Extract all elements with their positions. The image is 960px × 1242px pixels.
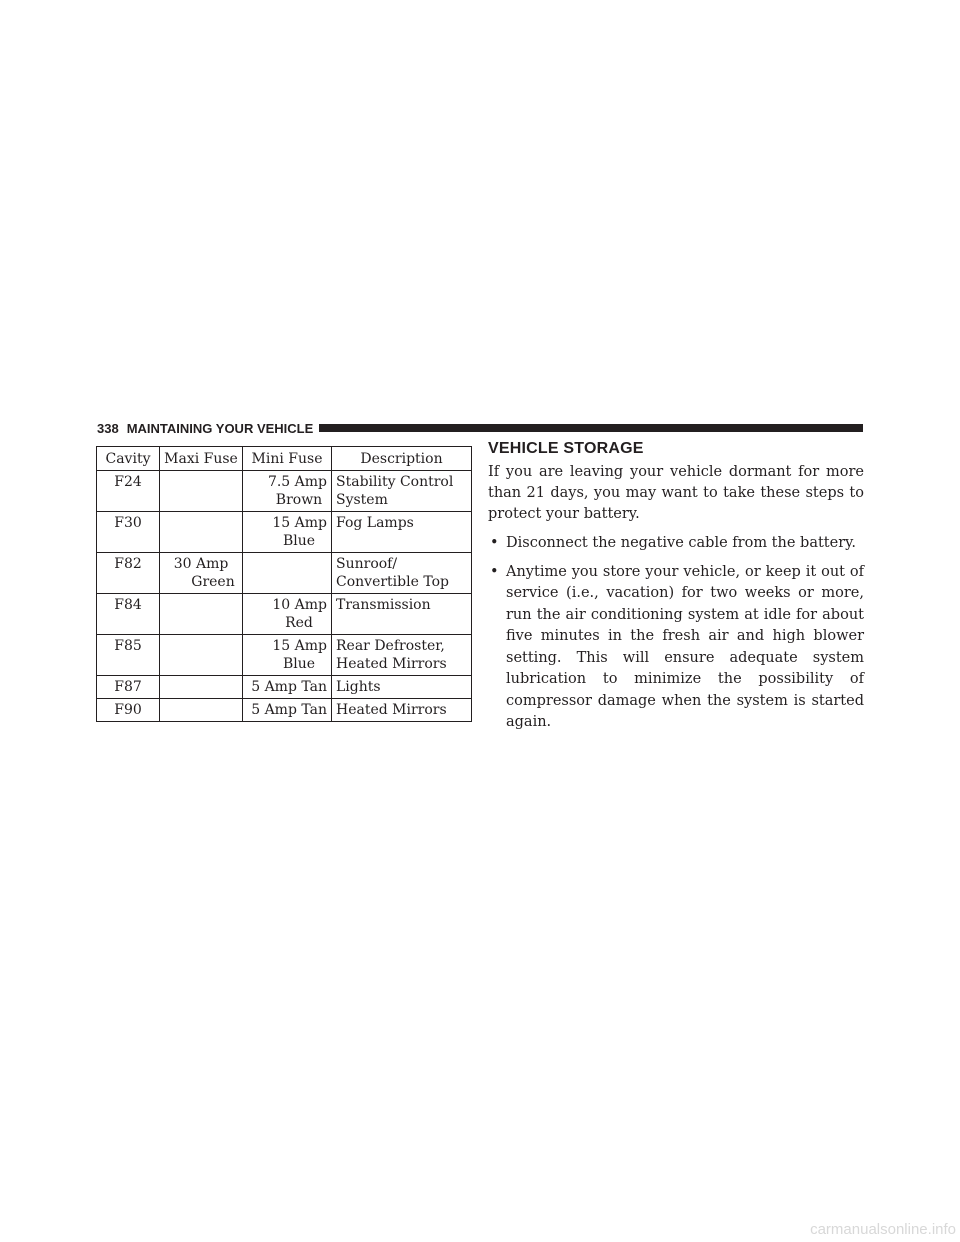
table-row <box>97 635 472 676</box>
description-cell <box>332 553 472 594</box>
cavity-cell: F85 <box>97 635 160 676</box>
description-cell <box>332 594 472 635</box>
maxi-fuse-cell <box>160 699 243 722</box>
description-cell <box>332 699 472 722</box>
table-row <box>97 676 472 699</box>
mini-fuse-cell-line: Blue <box>282 656 316 672</box>
bullet-icon: • <box>490 563 499 580</box>
maxi-fuse-cell <box>160 471 243 512</box>
table-header-row <box>97 447 472 471</box>
fuse-table-body <box>97 471 472 722</box>
description-cell <box>332 635 472 676</box>
cavity-cell: F30 <box>97 512 160 553</box>
page-header <box>97 417 863 439</box>
mini-fuse-cell-line: 15 Amp <box>272 638 327 654</box>
mini-fuse-cell-line: Blue <box>282 533 316 549</box>
header-rule <box>319 424 863 432</box>
mini-fuse-cell <box>243 635 332 676</box>
description-cell <box>332 676 472 699</box>
description-cell-line: Lights <box>336 679 381 695</box>
mini-fuse-cell-line: 5 Amp Tan <box>251 679 327 695</box>
storage-steps-list <box>488 533 864 734</box>
table-row <box>97 512 472 553</box>
description-cell-line: Convertible Top <box>336 574 449 590</box>
mini-fuse-cell-line: 10 Amp <box>272 597 327 613</box>
column-header-cavity: Cavity <box>97 447 160 471</box>
mini-fuse-cell <box>243 594 332 635</box>
list-item <box>488 562 864 734</box>
mini-fuse-cell-line: Brown <box>275 492 323 508</box>
mini-fuse-cell <box>243 553 332 594</box>
maxi-fuse-cell-line: Green <box>191 574 235 590</box>
description-cell-line: Rear Defroster, <box>336 638 445 654</box>
list-item-text: Disconnect the negative cable from the battery. <box>506 535 857 551</box>
column-header-mini-fuse: Mini Fuse <box>243 447 332 471</box>
description-cell-line: Heated Mirrors <box>336 702 447 718</box>
list-item-text: Anytime you store your vehicle, or keep it out of service (i.e., vacation) for two weeks or more, run the air conditioning system at idle for about five minutes in the fresh air and high blower setting. This will ensure adequate system lubrication to minimize the possibility of compressor damage when the system is started again. <box>506 563 864 730</box>
table-row <box>97 699 472 722</box>
page-number: 338 <box>97 420 119 436</box>
maxi-fuse-cell <box>160 676 243 699</box>
cavity-cell: F90 <box>97 699 160 722</box>
description-cell-line: System <box>336 492 388 508</box>
bullet-icon: • <box>490 535 499 551</box>
description-cell-line: Stability Control <box>336 474 454 490</box>
description-cell-line: Sunroof/ <box>336 556 398 572</box>
vehicle-storage-section <box>488 440 864 741</box>
mini-fuse-cell <box>243 471 332 512</box>
column-header-maxi-fuse: Maxi Fuse <box>160 447 243 471</box>
mini-fuse-cell <box>243 676 332 699</box>
column-header-description: Description <box>332 447 472 471</box>
maxi-fuse-cell <box>160 594 243 635</box>
description-cell-line: Heated Mirrors <box>336 656 447 672</box>
list-item <box>488 533 864 555</box>
fuse-table <box>96 446 472 722</box>
table-row <box>97 553 472 594</box>
cavity-cell: F82 <box>97 553 160 594</box>
table-row <box>97 471 472 512</box>
table-row <box>97 594 472 635</box>
cavity-cell: F87 <box>97 676 160 699</box>
mini-fuse-cell-line: 7.5 Amp <box>267 474 327 490</box>
description-cell <box>332 512 472 553</box>
mini-fuse-cell-line: Red <box>285 615 313 631</box>
maxi-fuse-cell <box>160 635 243 676</box>
mini-fuse-cell <box>243 699 332 722</box>
maxi-fuse-cell <box>160 512 243 553</box>
maxi-fuse-cell-line: 30 Amp <box>173 556 229 572</box>
section-title: MAINTAINING YOUR VEHICLE <box>126 420 314 436</box>
cavity-cell: F24 <box>97 471 160 512</box>
description-cell-line: Fog Lamps <box>336 515 414 531</box>
description-cell-line: Transmission <box>336 597 431 613</box>
cavity-cell: F84 <box>97 594 160 635</box>
maxi-fuse-cell <box>160 553 243 594</box>
vehicle-storage-intro: If you are leaving your vehicle dormant for more than 21 days, you may want to take these steps to protect your battery. <box>488 464 864 522</box>
mini-fuse-cell <box>243 512 332 553</box>
mini-fuse-cell-line: 5 Amp Tan <box>251 702 327 718</box>
description-cell <box>332 471 472 512</box>
watermark: carmanualsonline.info <box>810 1221 956 1238</box>
vehicle-storage-heading: VEHICLE STORAGE <box>488 440 644 457</box>
mini-fuse-cell-line: 15 Amp <box>272 515 327 531</box>
